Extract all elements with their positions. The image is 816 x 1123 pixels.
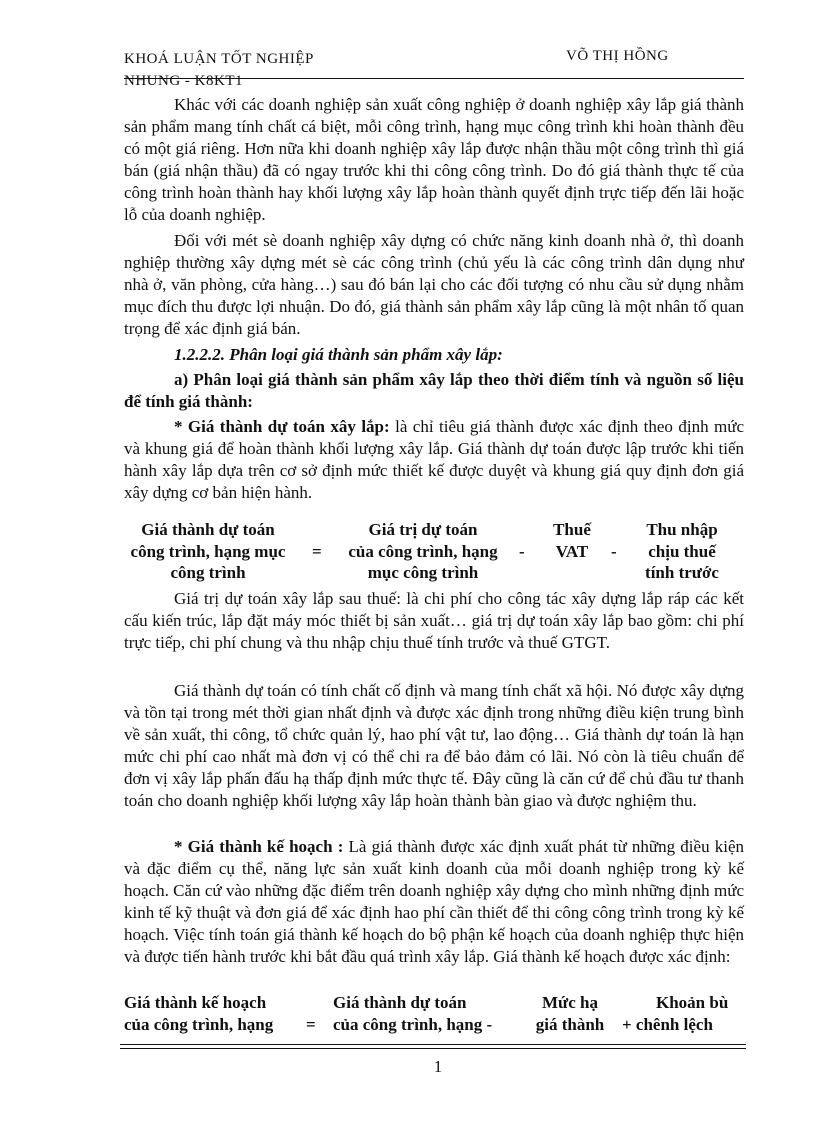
header-author: VÕ THỊ HỒNG <box>566 48 669 64</box>
formula2-term1: Giá thành dự toán của công trình, hạng - <box>333 993 493 1034</box>
formula1-term2: Thuế VAT <box>553 520 591 561</box>
formula2-lhs: Giá thành kế hoạch của công trình, hạng <box>124 993 274 1034</box>
header-student-class: NHUNG - K8KT1 <box>124 73 243 89</box>
formula1-term1: Giá trị dự toán của công trình, hạng mục công trình <box>348 520 498 582</box>
paragraph-5: Giá thành dự toán có tính chất cố định và mang tính chất xã hội. Nó được xây dựng và tồn tại trong mét thời gian nhất định và được xác định trong những điều kiện trung bình về sản xuất, thi công, tổ chức quản lý, hao phí vật tư, lao động… Giá thành dự toán là hạn mức chi phí cao nhất mà đơn vị có thể chi ra để bảo đảm có lãi. Nó còn là tiêu chuẩn để đơn vị xây lắp phấn đấu hạ thấp định mức thực tế. Đây cũng là căn cứ để chủ đầu tư thanh toán cho doanh nghiệp khối lượng xây lắp hoàn thành bàn giao và được nghiệm thu. <box>124 681 744 810</box>
formula1-term3: Thu nhập chịu thuế tính trước <box>645 520 719 582</box>
formula2-term2: Mức hạ giá thành <box>535 993 605 1034</box>
paragraph-3: * Giá thành dự toán xây lắp: là chỉ tiêu giá thành được xác định theo định mức và khung giá để hoàn thành khối lượng xây lắp. Giá thành dự toán được lập trước khi tiến hành xây lắp dựa trên cơ sở định mức thiết kế được duyệt và khung giá quy định đơn giá xây dựng cơ bản hiện hành. <box>124 417 744 502</box>
formula2-equals: = <box>306 1015 316 1034</box>
paragraph-1: Khác với các doanh nghiệp sản xuất công nghiệp ở doanh nghiệp xây lắp giá thành sản phẩm mang tính chất cá biệt, mỗi công trình, hạng mục công trình khi hoàn thành đều có một giá riêng. Hơn nữa khi doanh nghiệp xây lắp được nhận thầu một công trình thì giá bán (giá nhận thầu) đã có ngay trước khi thi công công trình. Do đó giá thành thực tế của công trình hoàn thành hay khối lượng xây lắp hoàn thành quyết định trực tiếp đến lãi hoặc lỗ của doanh nghiệp. <box>124 95 744 224</box>
paragraph-2: Đối với mét sè doanh nghiệp xây dựng có chức năng kinh doanh nhà ở, thì doanh nghiệp thường xây dựng mét sè các công trình (chủ yếu là các công trình dân dụng như nhà ở, văn phòng, cửa hàng…) sau đó bán lại cho các đối tượng có nhu cầu sử dụng nhằm mục đích thu được lợi nhuận. Do đó, giá thành sản phẩm xây lắp cũng là một nhân tố quan trọng để xác định giá bán. <box>124 231 744 338</box>
footer-divider-double <box>120 1048 746 1049</box>
formula1-lhs: Giá thành dự toán công trình, hạng mục công trình <box>130 520 286 582</box>
term-estimate-cost: * Giá thành dự toán xây lắp: <box>174 417 390 436</box>
formula1-minus-1: - <box>519 542 525 561</box>
term-planned-cost: * Giá thành kế hoạch : <box>174 837 344 856</box>
paragraph-6: * Giá thành kế hoạch : Là giá thành được xác định xuất phát từ những điều kiện và đặc điểm cụ thể, năng lực sản xuất kinh doanh của mỗi doanh nghiệp trong kỳ kế hoạch. Căn cứ vào những đặc điểm trên doanh nghiệp xây dựng cho mình những định mức kinh tế kỹ thuật và đơn giá để xác định hao phí cần thiết để thi công công trình trong kỳ kế hoạch. Việc tính toán giá thành kế hoạch do bộ phận kế hoạch của doanh nghiệp thực hiện và được tiến hành trước khi bắt đầu quá trình xây lắp. Giá thành kế hoạch được xác định: <box>124 837 744 966</box>
header-left <box>124 48 314 92</box>
formula2-term3: Khoản bù + chênh lệch <box>622 993 729 1034</box>
formula1-minus-2: - <box>611 542 617 561</box>
header-divider <box>124 78 744 79</box>
footer-divider <box>120 1044 746 1045</box>
page-number: 1 <box>433 1057 443 1076</box>
paragraph-4: Giá trị dự toán xây lắp sau thuế: là chi phí cho công tác xây dựng lắp ráp các kết cấu kiến trúc, lắp đặt máy móc thiết bị sản xuất… giá trị dự toán xây lắp bao gồm: chi phí trực tiếp, chi phí chung và thu nhập chịu thuế tính trước và thuế GTGT. <box>124 589 744 652</box>
formula1-equals: = <box>312 542 322 561</box>
subsection-heading: a) Phân loại giá thành sản phẩm xây lắp theo thời điểm tính và nguồn số liệu để tính giá thành: <box>124 370 744 411</box>
section-heading: 1.2.2.2. Phân loại giá thành sản phẩm xây lắp: <box>174 345 503 364</box>
header-thesis-title: KHOÁ LUẬN TỐT NGHIỆP <box>124 51 314 67</box>
